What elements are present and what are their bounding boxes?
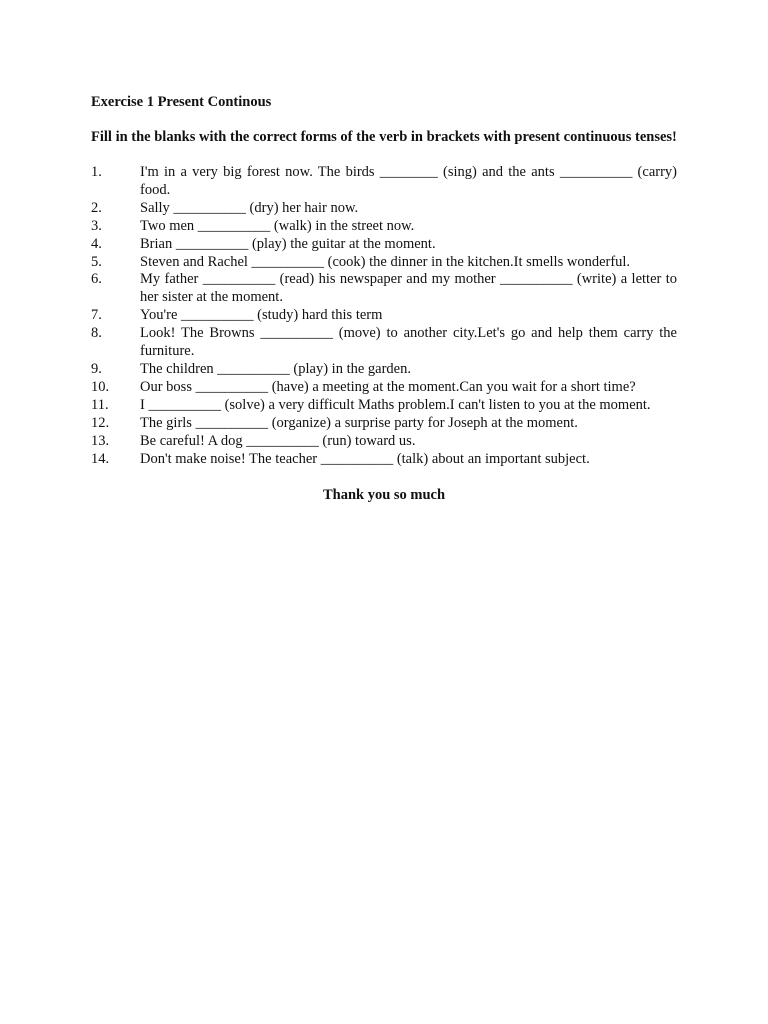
item-text: Our boss __________ (have) a meeting at the moment.Can you wait for a short time? (140, 378, 636, 395)
exercise-item (91, 271, 677, 307)
exercise-item (91, 254, 677, 272)
exercise-item (91, 451, 677, 469)
exercise-item (91, 325, 677, 361)
exercise-item (91, 164, 677, 200)
item-number: 11. (91, 396, 109, 413)
exercise-item (91, 379, 677, 397)
exercise-item (91, 307, 677, 325)
item-number: 7. (91, 307, 102, 324)
item-text: Brian __________ (play) the guitar at the moment. (140, 235, 436, 252)
item-number: 4. (91, 235, 102, 252)
item-text: You're __________ (study) hard this term (140, 307, 383, 324)
exercise-item (91, 433, 677, 451)
item-number: 9. (91, 360, 102, 377)
exercise-instructions: Fill in the blanks with the correct forms of the verb in brackets with present continuous tenses! (91, 129, 677, 145)
exercise-item (91, 218, 677, 236)
item-text: The girls __________ (organize) a surprise party for Joseph at the moment. (140, 414, 578, 431)
item-text: Steven and Rachel __________ (cook) the dinner in the kitchen.It smells wonderful. (140, 253, 631, 270)
item-number: 10. (91, 378, 110, 395)
item-number: 13. (91, 432, 110, 449)
item-number: 3. (91, 217, 102, 234)
item-text: Don't make noise! The teacher __________ (talk) about an important subject. (140, 450, 590, 467)
item-number: 14. (91, 450, 110, 467)
exercise-list (91, 164, 677, 468)
exercise-item (91, 397, 677, 415)
exercise-item (91, 415, 677, 433)
item-number: 8. (91, 325, 102, 342)
item-text: Sally __________ (dry) her hair now. (140, 199, 359, 216)
item-text: My father __________ (read) his newspaper and my mother __________ (write) a letter to her sister at the moment. (140, 271, 677, 306)
closing-text: Thank you so much (322, 487, 446, 503)
item-number: 12. (91, 414, 110, 431)
item-number: 2. (91, 199, 102, 216)
item-number: 5. (91, 253, 102, 270)
exercise-item (91, 236, 677, 254)
item-text: Be careful! A dog __________ (run) toward us. (140, 432, 416, 449)
exercise-title: Exercise 1 Present Continous (91, 94, 272, 110)
item-number: 6. (91, 271, 102, 288)
item-number: 1. (91, 164, 102, 180)
item-text: I'm in a very big forest now. The birds ________ (sing) and the ants __________ (carry) food. (140, 164, 677, 198)
item-text: Two men __________ (walk) in the street now. (140, 217, 415, 234)
exercise-item (91, 361, 677, 379)
item-text: Look! The Browns __________ (move) to another city.Let's go and help them carry the furniture. (140, 325, 677, 360)
item-text: I __________ (solve) a very difficult Maths problem.I can't listen to you at the moment. (140, 396, 651, 413)
item-text: The children __________ (play) in the garden. (140, 360, 411, 377)
exercise-item (91, 200, 677, 218)
